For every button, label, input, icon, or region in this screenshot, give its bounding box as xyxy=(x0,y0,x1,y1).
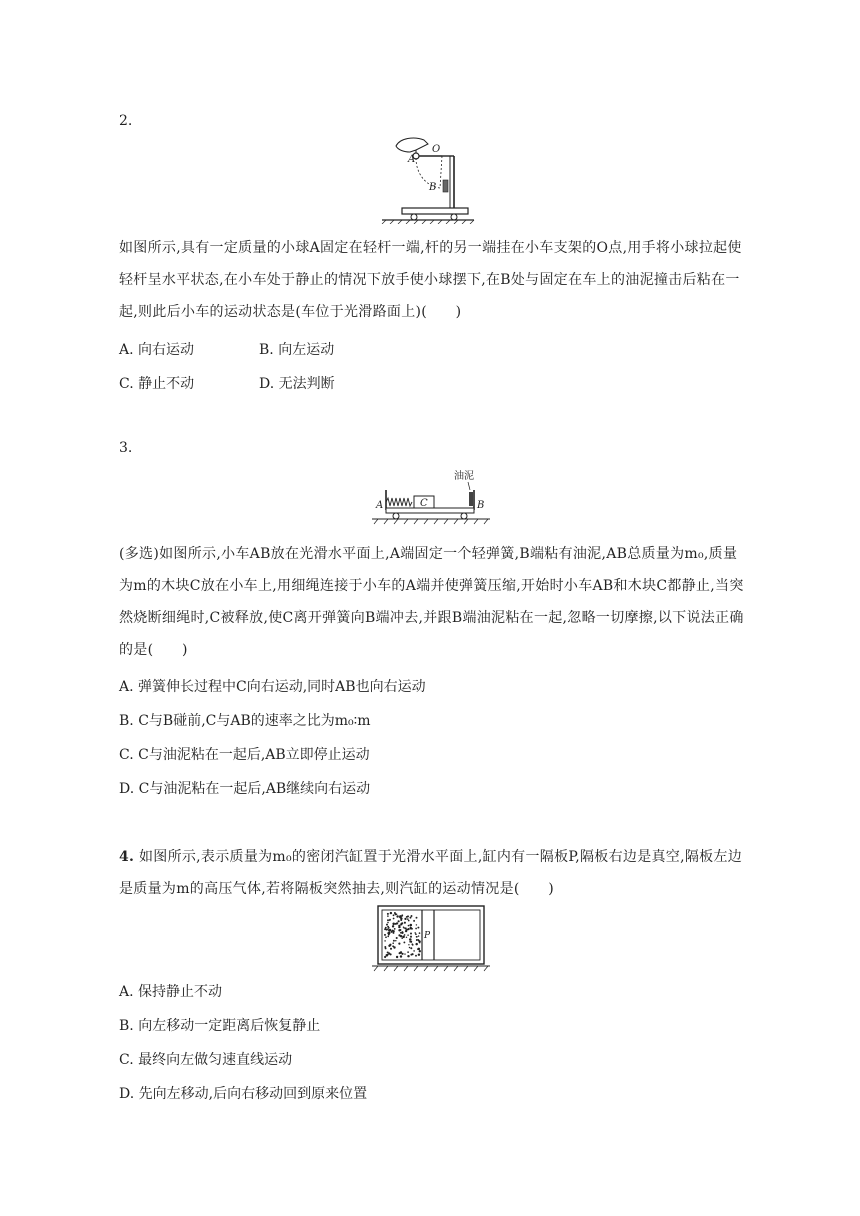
cart-wheel xyxy=(451,214,457,220)
label-b: B xyxy=(429,182,437,193)
q4-option-d: D. 先向左移动,后向右移动回到原来位置 xyxy=(119,1086,368,1102)
question-3-number: 3. xyxy=(119,440,133,456)
pendulum-cart-figure xyxy=(380,134,476,224)
q4-option-a: A. 保持静止不动 xyxy=(119,984,223,1000)
label-c: C xyxy=(420,498,428,509)
q3-option-c: C. C与油泥粘在一起后,AB立即停止运动 xyxy=(119,747,370,763)
oil-putty xyxy=(469,492,473,506)
q3-option-a: A. 弹簧伸长过程中C向右运动,同时AB也向右运动 xyxy=(119,679,426,695)
q3-option-d: D. C与油泥粘在一起后,AB继续向右运动 xyxy=(119,781,371,797)
label-oil-putty: 油泥 xyxy=(454,471,474,482)
q4-option-b: B. 向左移动一定距离后恢复静止 xyxy=(119,1018,321,1034)
oil-putty xyxy=(443,180,448,192)
question-2-number: 2. xyxy=(119,113,133,129)
question-4-text xyxy=(119,841,749,905)
q2-option-a: A. 向右运动 xyxy=(119,342,195,358)
cylinder-figure xyxy=(368,904,494,972)
question-4-number: 4. xyxy=(119,849,135,865)
spring xyxy=(386,498,412,506)
q3-option-b: B. C与B碰前,C与AB的速率之比为m₀∶m xyxy=(119,713,371,729)
q2-option-d: D. 无法判断 xyxy=(259,376,335,392)
hand-icon xyxy=(396,138,428,152)
label-p: P xyxy=(424,931,431,941)
label-o: O xyxy=(432,144,441,155)
q4-option-c: C. 最终向左做匀速直线运动 xyxy=(119,1052,293,1068)
label-a: A xyxy=(408,154,416,165)
cart-wheel xyxy=(411,214,417,220)
label-a: A xyxy=(376,500,384,511)
q2-option-b: B. 向左运动 xyxy=(259,342,335,358)
q2-option-c: C. 静止不动 xyxy=(119,376,195,392)
label-b: B xyxy=(477,500,485,511)
cart-base xyxy=(386,508,474,513)
cart-wheel xyxy=(461,513,467,519)
question-4-body: 如图所示,表示质量为m₀的密闭汽缸置于光滑水平面上,缸内有一隔板P,隔板右边是真空,隔板左边是质量为m的高压气体,若将隔板突然抽去,则汽缸的运动情况是( ) xyxy=(119,849,743,897)
question-2-text: 如图所示,具有一定质量的小球A固定在轻杆一端,杆的另一端挂在小车支架的O点,用手将小球拉起使轻杆呈水平状态,在小车处于静止的情况下放手使小球摆下,在B处与固定在车上的油泥撞击后粘在一起,则此后小车的运动状态是(车位于光滑路面上)( ) xyxy=(119,240,742,320)
spring-cart-figure xyxy=(368,468,494,526)
swing-path xyxy=(416,158,440,188)
cart-body xyxy=(402,208,468,214)
cart-wheel xyxy=(393,513,399,519)
question-3-text: (多选)如图所示,小车AB放在光滑水平面上,A端固定一个轻弹簧,B端粘有油泥,AB总质量为m₀,质量为m的木块C放在小车上,用细绳连接于小车的A端并使弹簧压缩,开始时小车AB和木块C都静止,当突然烧断细绳时,C被释放,使C离开弹簧向B端冲去,并跟B端油泥粘在一起,忽略一切摩擦,以下说法正确的是( ) xyxy=(119,546,744,658)
